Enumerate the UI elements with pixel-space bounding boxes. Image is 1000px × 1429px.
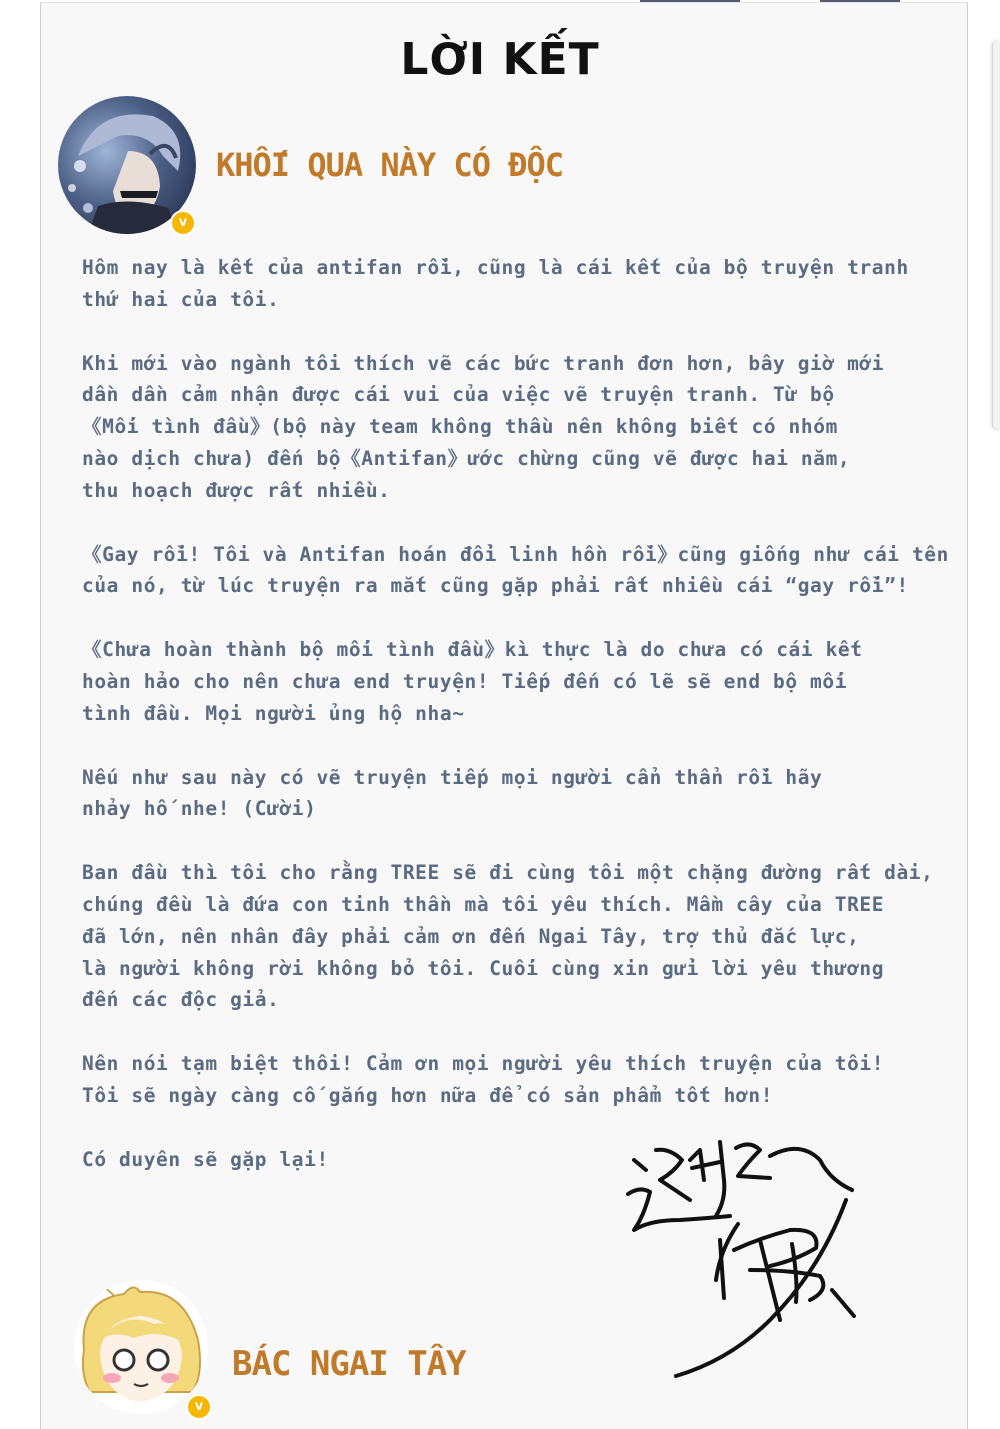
paragraph: Nên nói tạm biệt thôi! Cảm ơn mọi người yêu thích truyện của tôi! Tôi sẽ ngày càng cố gắng hơn nữa để có sản phẩm tốt hơn! <box>82 1052 885 1107</box>
page-title: LỜI KẾT <box>400 34 600 85</box>
paragraph: Ban đầu thì tôi cho rằng TREE sẽ đi cùng tôi một chặng đường rất dài, chúng đều là đứa con tinh thần mà tôi yêu thích. Mầm cây của TREE đã lớn, nên nhân đây phải cảm ơn đến Ngai Tây, trợ thủ đắc lực, là người không rời không bỏ tôi. Cuối cùng xin gửi lời yêu thương đến các độc giả. <box>82 861 934 1012</box>
handwritten-signature <box>620 1120 880 1390</box>
letter-body <box>82 252 972 1208</box>
verified-badge-icon: v <box>186 1394 212 1420</box>
paragraph: Nếu như sau này có vẽ truyện tiếp mọi người cẩn thẩn rồi hãy nhảy hố nhe! (Cười) <box>82 765 823 821</box>
scrollbar-handle[interactable] <box>992 40 1000 430</box>
author-name-top: KHỐI QUA NÀY CÓ ĐỘC <box>216 146 564 184</box>
paragraph: Hôm nay là kết của antifan rồi, cũng là cái kết của bộ truyện tranh thứ hai của tôi. <box>82 256 909 311</box>
verified-badge-icon: v <box>170 210 196 236</box>
paragraph: 《Chưa hoàn thành bộ mối tình đầu》kì thực là do chưa có cái kết hoàn hảo cho nên chưa end truyện! Tiếp đến có lẽ sẽ end bộ mối tình đầu. Mọi người ủng hộ nha~ <box>82 638 863 725</box>
author-name-bottom: BÁC NGAI TÂY <box>232 1344 466 1384</box>
paragraph: Có duyên sẽ gặp lại! <box>82 1147 329 1171</box>
paragraph: 《Gay rồi! Tôi và Antifan hoán đổi linh hồn rồi》cũng giống như cái tên của nó, từ lúc truyện ra mắt cũng gặp phải rất nhiều cái “gay rồi”! <box>82 542 949 598</box>
paragraph: Khi mới vào ngành tôi thích vẽ các bức tranh đơn hơn, bây giờ mới dần dần cảm nhận được cái vui của việc vẽ truyện tranh. Từ bộ 《Mối tình đầu》(bộ này team không thầu nên không biết có nhóm nào dịch chưa) đến bộ《Antifan》ước chừng cũng vẽ được hai năm, thu hoạch được rất nhiều. <box>82 351 885 502</box>
avatar-illustration <box>74 1280 208 1414</box>
author-avatar <box>74 1280 208 1414</box>
